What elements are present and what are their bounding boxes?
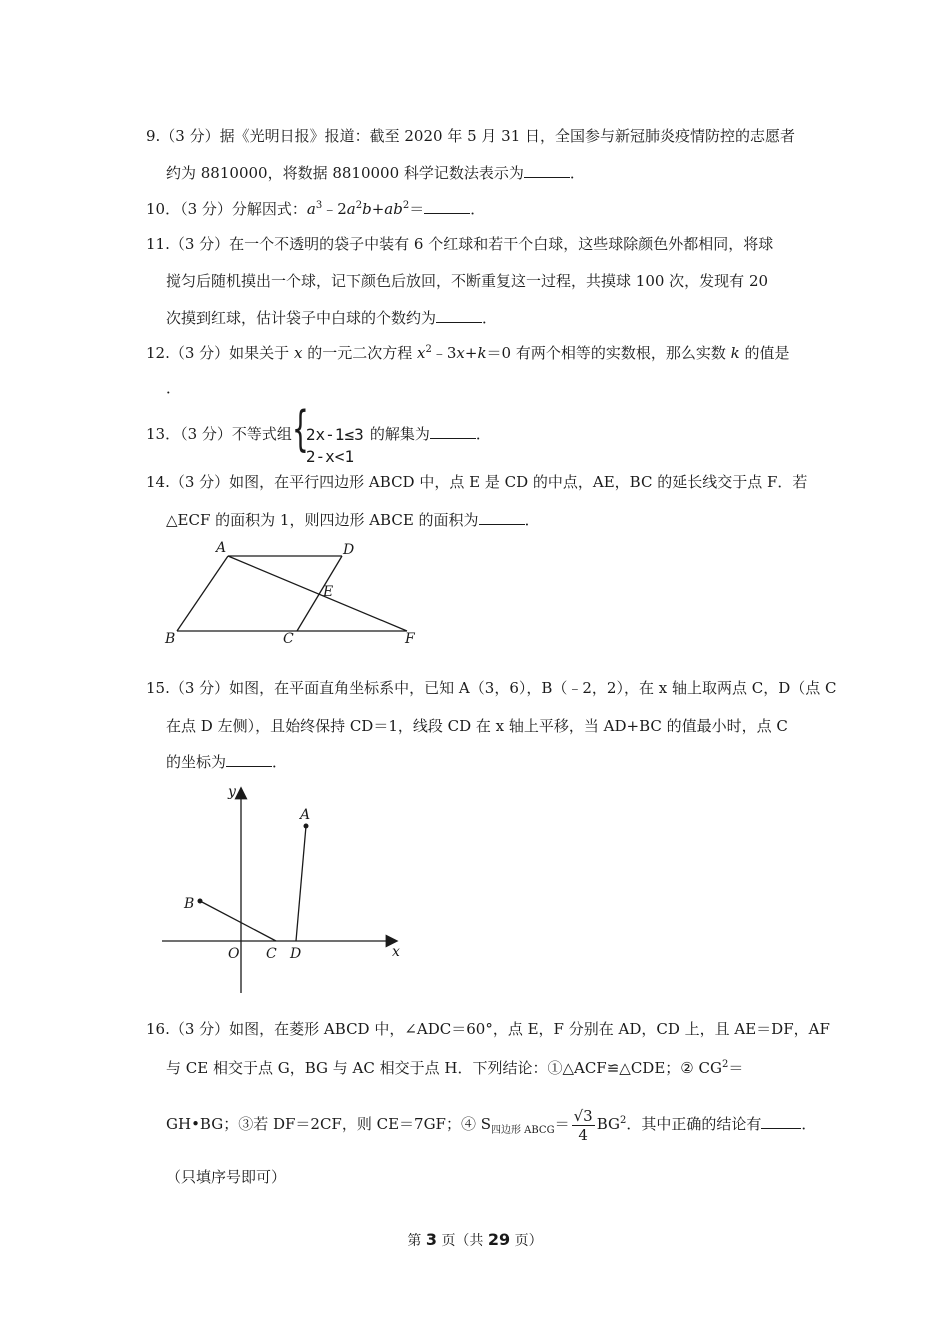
q15-line3: 的坐标为 ． [166, 753, 288, 771]
q14-line1: 14.（3 分）如图，在平行四边形 ABCD 中，点 E 是 CD 的中点，AE，BC 的延长线交于点 F．若 [146, 473, 808, 491]
answer-blank [436, 308, 482, 323]
label-A: A [216, 540, 227, 556]
label-D: D [290, 946, 302, 962]
q12-dot: ． [166, 379, 182, 397]
fraction: $\frac{√3}{4}$ [573, 1106, 593, 1144]
page-number: 3 [425, 1230, 437, 1249]
q9-line1: 9.（3 分）据《光明日报》报道：截至 2020 年 5 月 31 日，全国参与新冠肺炎疫情防控的志愿者 [146, 127, 796, 145]
answer-blank [424, 199, 470, 214]
q15-line2: 在点 D 左侧），且始终保持 CD＝1，线段 CD 在 x 轴上平移，当 AD+BC 的值最小时，点 C [166, 717, 788, 735]
inequality-1: 2x-1≤3 [305, 425, 364, 444]
label-B: B [165, 631, 176, 647]
q10-line: 10．（3 分）分解因式：$a^3﹣2a^2b+ab^2=$ ． [146, 200, 486, 218]
label-A: A [300, 807, 311, 823]
inequality-system: { 2x-1≤3 2-x<1 [292, 413, 370, 457]
q16-line3: GH•BG；③若 DF＝2CF，则 CE＝7GF；④ $S_{四边形 ABCG}=$ $\frac{√3}{4}$ $BG^2$．其中正确的结论有 ． [166, 1106, 817, 1144]
label-y: y [228, 784, 236, 800]
answer-blank [761, 1114, 801, 1129]
answer-blank [524, 163, 570, 178]
point-B [198, 899, 203, 904]
q16-line1: 16.（3 分）如图，在菱形 ABCD 中，∠ADC＝60°，点 E，F 分别在 AD，CD 上，且 AE＝DF，AF [146, 1020, 830, 1038]
label-O: O [228, 946, 240, 962]
q14-line2: △ECF 的面积为 1，则四边形 ABCE 的面积为 ． [166, 511, 540, 529]
total-pages: 29 [487, 1230, 511, 1249]
label-C: C [266, 946, 277, 962]
q16-line2: 与 CE 相交于点 G，BG 与 AC 相交于点 H．下列结论：①△ACF≌△CDE；② $CG^2=$ [166, 1059, 744, 1077]
label-D: D [343, 542, 355, 558]
coordinate-figure [160, 780, 410, 1000]
q12-line: 12.（3 分）如果关于 x 的一元二次方程 $x^2﹣3x+k=0$ 有两个相等的实数根，那么实数 k 的值是 [146, 344, 790, 362]
label-C: C [283, 631, 294, 647]
answer-blank [430, 424, 476, 439]
q11-line3: 次摸到红球，估计袋子中白球的个数约为 ． [166, 309, 498, 327]
answer-blank [479, 510, 525, 525]
label-x: x [392, 944, 400, 960]
q11-line2: 搅匀后随机摸出一个球，记下颜色后放回，不断重复这一过程，共摸球 100 次，发现有 20 [166, 272, 769, 290]
label-F: F [405, 631, 415, 647]
inequality-2: 2-x<1 [305, 447, 355, 466]
q15-line1: 15.（3 分）如图，在平面直角坐标系中，已知 A（3，6），B（﹣2，2），在 x 轴上取两点 C，D（点 C [146, 679, 837, 697]
q16-line4: （只填序号即可） [166, 1168, 287, 1186]
q13-line: 13．（3 分）不等式组 { 2x-1≤3 2-x<1 的解集为 ． [146, 412, 491, 456]
q11-line1: 11.（3 分）在一个不透明的袋子中装有 6 个红球和若干个白球，这些球除颜色外都相同，将球 [146, 235, 774, 253]
q9-line2: 约为 8810000，将数据 8810000 科学记数法表示为 ． [166, 164, 585, 182]
page-footer: 第 3 页（共 29 页） [407, 1230, 543, 1249]
parallelogram-figure [160, 535, 425, 650]
label-B: B [184, 896, 195, 912]
label-E: E [323, 584, 334, 600]
point-A [304, 824, 309, 829]
q9-text: 约为 8810000，将数据 8810000 科学记数法表示为 [166, 164, 524, 182]
answer-blank [226, 752, 272, 767]
